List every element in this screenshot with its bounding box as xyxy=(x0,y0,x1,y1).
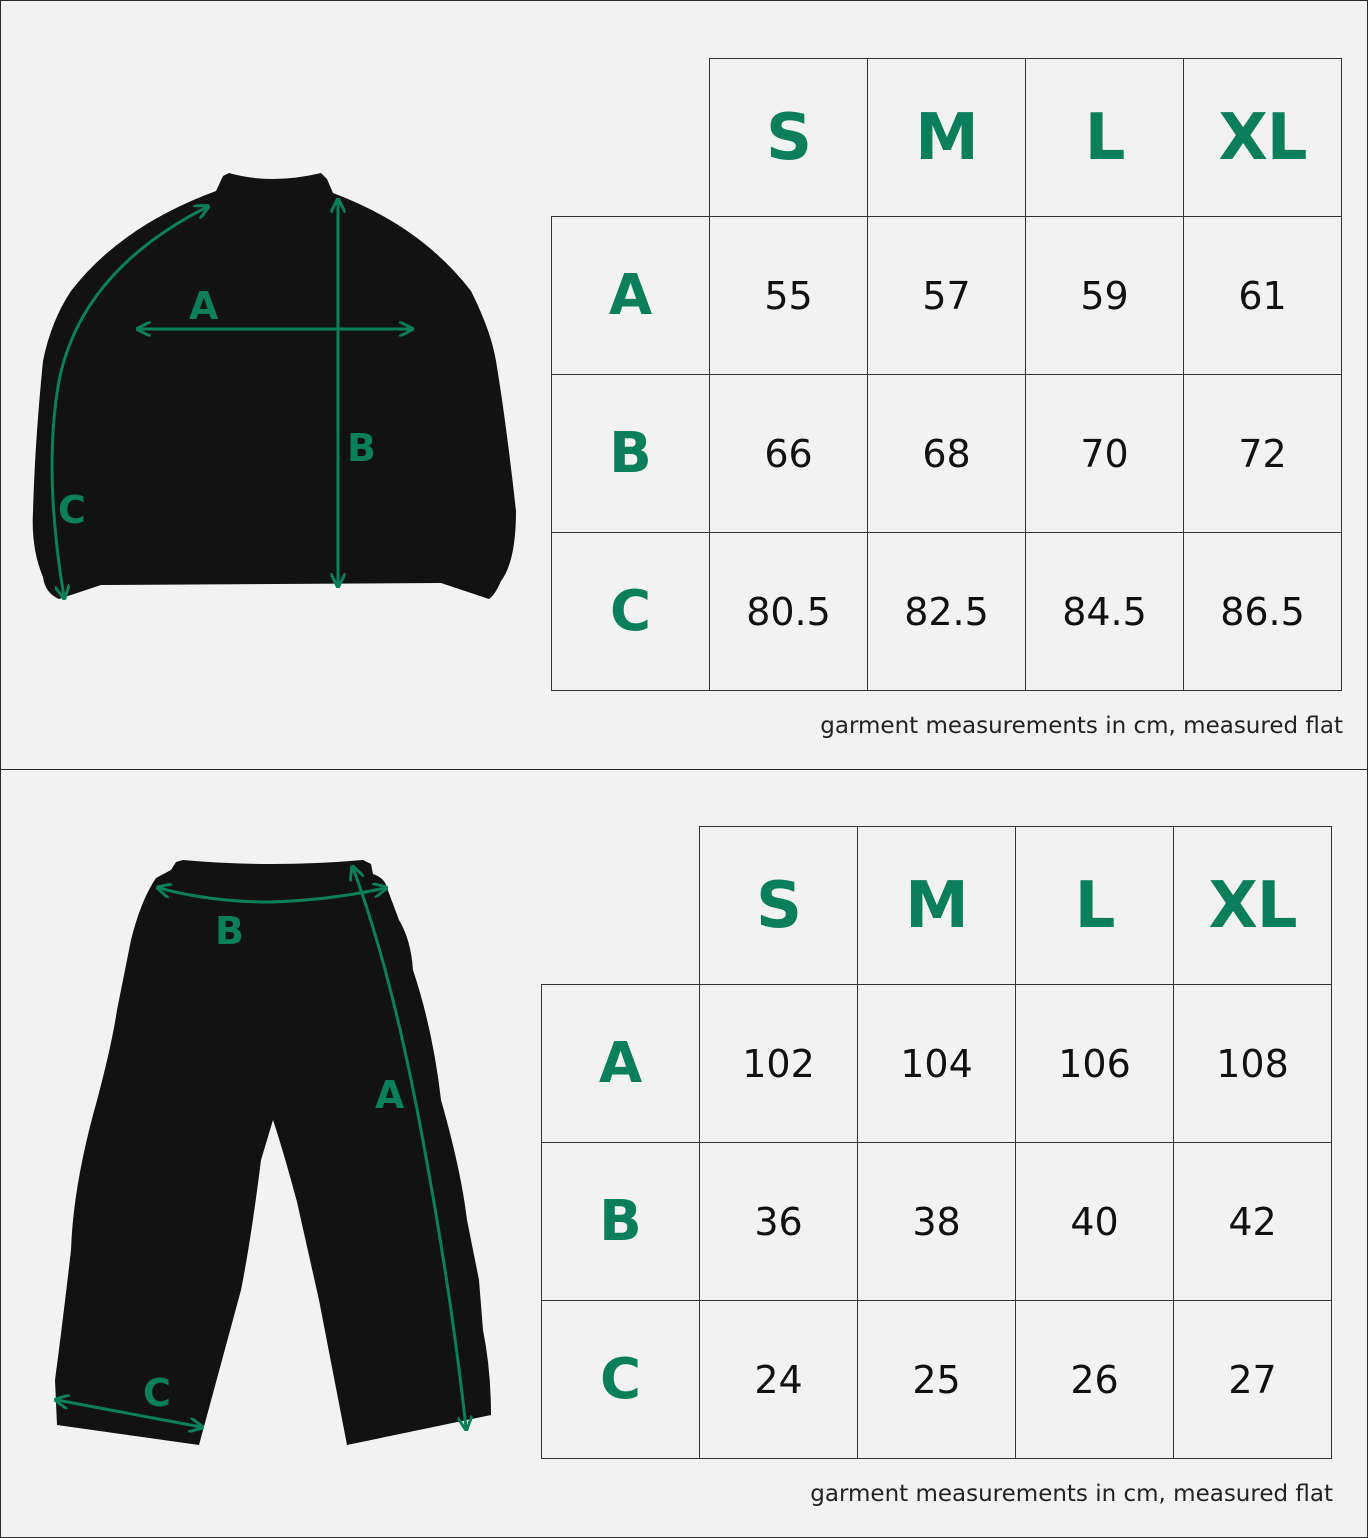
sweater-silhouette xyxy=(33,173,516,599)
size-header-s: S xyxy=(709,58,868,217)
table-cell: 25 xyxy=(857,1300,1016,1459)
measure-label-a: A xyxy=(189,284,219,328)
table-cell: 38 xyxy=(857,1142,1016,1301)
table-cell: 24 xyxy=(699,1300,858,1459)
table-cell: 104 xyxy=(857,984,1016,1143)
measure-label-b: B xyxy=(347,426,376,470)
table-cell: 84.5 xyxy=(1025,532,1184,691)
size-header-m: M xyxy=(857,826,1016,985)
table-cell: 42 xyxy=(1173,1142,1332,1301)
table-cell: 86.5 xyxy=(1183,532,1342,691)
measurement-note: garment measurements in cm, measured flat xyxy=(810,1481,1333,1507)
size-header-l: L xyxy=(1025,58,1184,217)
table-cell: 27 xyxy=(1173,1300,1332,1459)
row-label-b: B xyxy=(541,1142,700,1301)
table-cell: 68 xyxy=(867,374,1026,533)
measure-label-b: B xyxy=(215,909,244,953)
row-label-a: A xyxy=(551,216,710,375)
pants-icon xyxy=(1,770,541,1538)
row-label-c: C xyxy=(541,1300,700,1459)
table-cell: 26 xyxy=(1015,1300,1174,1459)
table-cell: 66 xyxy=(709,374,868,533)
table-cell: 108 xyxy=(1173,984,1332,1143)
size-header-xl: XL xyxy=(1173,826,1332,985)
pants-size-panel xyxy=(0,769,1368,1538)
table-cell: 72 xyxy=(1183,374,1342,533)
row-label-c: C xyxy=(551,532,710,691)
size-header-m: M xyxy=(867,58,1026,217)
table-cell: 70 xyxy=(1025,374,1184,533)
table-cell: 61 xyxy=(1183,216,1342,375)
sweater-icon xyxy=(1,1,541,769)
measure-label-a: A xyxy=(375,1073,405,1117)
sweater-diagram xyxy=(1,1,541,769)
measure-label-c: C xyxy=(58,488,86,532)
table-cell: 59 xyxy=(1025,216,1184,375)
measure-label-c: C xyxy=(143,1371,171,1415)
pants-diagram xyxy=(1,770,541,1538)
table-cell: 102 xyxy=(699,984,858,1143)
table-cell: 57 xyxy=(867,216,1026,375)
table-cell: 82.5 xyxy=(867,532,1026,691)
row-label-a: A xyxy=(541,984,700,1143)
size-header-s: S xyxy=(699,826,858,985)
table-cell: 80.5 xyxy=(709,532,868,691)
measurement-note: garment measurements in cm, measured flat xyxy=(820,713,1343,739)
table-cell: 55 xyxy=(709,216,868,375)
table-cell: 40 xyxy=(1015,1142,1174,1301)
table-cell: 36 xyxy=(699,1142,858,1301)
table-cell: 106 xyxy=(1015,984,1174,1143)
row-label-b: B xyxy=(551,374,710,533)
size-header-xl: XL xyxy=(1183,58,1342,217)
size-header-l: L xyxy=(1015,826,1174,985)
